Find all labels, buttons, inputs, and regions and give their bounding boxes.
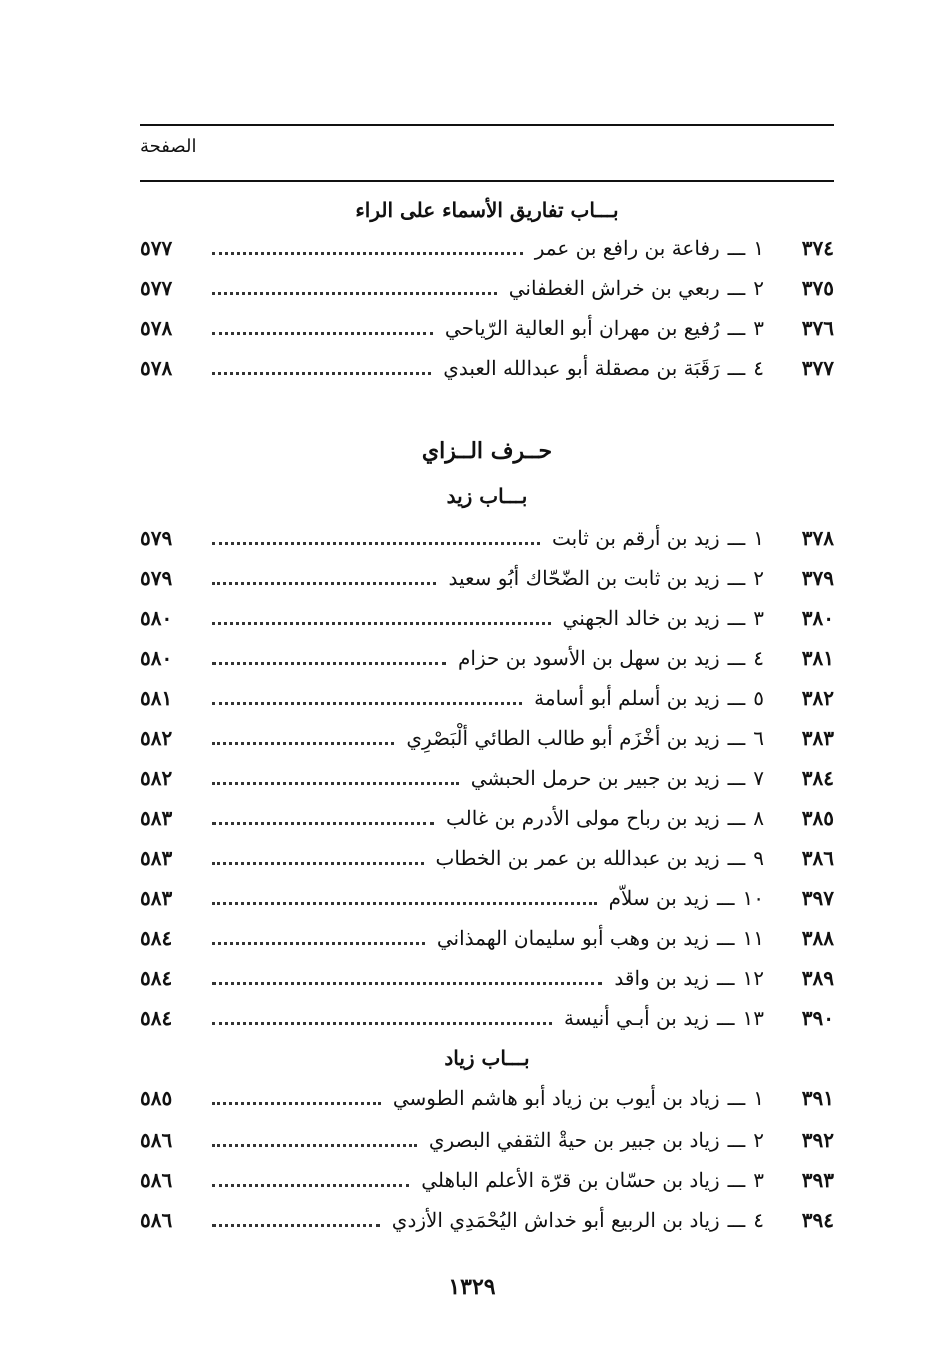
entry-page: ٥٨٦: [140, 1168, 173, 1192]
entry-page: ٥٨٤: [140, 926, 173, 950]
entry-name: زيد بن عبدالله بن عمر بن الخطاب: [435, 846, 720, 870]
entry-name: زيد بن أسلم أبو أسامة: [534, 686, 720, 710]
entry-dash: ـــ: [716, 886, 735, 910]
entry-dash: ـــ: [727, 526, 746, 550]
entry-page: ٥٧٨: [140, 316, 173, 340]
section-heading: بـــاب تفاريق الأسماء على الراء: [355, 198, 619, 222]
entry-body: [140, 806, 764, 830]
entry-body: [140, 1168, 764, 1192]
entry-dash: ـــ: [727, 1208, 746, 1232]
entry-number: ٣٨٦: [801, 846, 834, 870]
entry-dash: ـــ: [727, 1168, 746, 1192]
toc-entry: [140, 806, 834, 838]
toc-entry: [140, 926, 834, 958]
entry-name: رفاعة بن رافع بن عمر: [534, 236, 720, 260]
entry-dash: ـــ: [727, 566, 746, 590]
dot-leader: [212, 1170, 409, 1187]
entry-name: ربعي بن خراش الغطفاني: [508, 276, 720, 300]
entry-name: زيد بن أبـي أنيسة: [563, 1006, 709, 1030]
entry-number: ٣٧٨: [801, 526, 834, 550]
entry-dash: ـــ: [727, 356, 746, 380]
section-heading: بـــاب زياد: [444, 1046, 530, 1070]
entry-page: ٥٨٦: [140, 1208, 173, 1232]
entry-body: [140, 886, 764, 910]
entry-page: ٥٨٠: [140, 606, 173, 630]
entry-name: زياد بن حسّان بن قرّة الأعلم الباهلي: [421, 1168, 720, 1192]
toc-entry: [140, 606, 834, 638]
entry-subnumber: ٢: [753, 566, 764, 590]
dot-leader: [212, 728, 394, 745]
entry-number: ٣٨٤: [801, 766, 834, 790]
entry-name: زيد بن سلاّم: [608, 886, 709, 910]
entry-number: ٣٧٤: [801, 236, 834, 260]
entry-dash: ـــ: [716, 1006, 735, 1030]
page-number: ١٣٢٩: [448, 1274, 496, 1300]
entry-subnumber: ١: [753, 1086, 764, 1110]
entry-body: [140, 276, 764, 300]
entry-number: ٣٩١: [801, 1086, 834, 1110]
entry-name: زياد بن جبير بن حيةْ الثقفي البصري: [428, 1128, 720, 1152]
toc-entry: [140, 526, 834, 558]
entry-page: ٥٨٣: [140, 886, 173, 910]
dot-leader: [212, 278, 497, 295]
dot-leader: [212, 648, 446, 665]
entry-number: ٣٧٦: [801, 316, 834, 340]
toc-entry: [140, 566, 834, 598]
toc-entry: [140, 686, 834, 718]
toc-entry: [140, 1168, 834, 1200]
entry-subnumber: ٣: [753, 606, 764, 630]
toc-entry: [140, 316, 834, 348]
entry-body: [140, 566, 764, 590]
dot-leader: [212, 318, 433, 335]
header-rule: [140, 180, 834, 182]
toc-entry: [140, 1006, 834, 1038]
entry-body: [140, 766, 764, 790]
entry-subnumber: ١٢: [742, 966, 764, 990]
entry-dash: ـــ: [727, 686, 746, 710]
toc-entry: [140, 236, 834, 268]
entry-name: زيد بن ثابت بن الضّحّاك أبُو سعيد: [448, 566, 720, 590]
entry-page: ٥٨١: [140, 686, 173, 710]
page-column-label: الصفحة: [140, 136, 197, 157]
entry-number: ٣٧٧: [801, 356, 834, 380]
dot-leader: [212, 568, 436, 585]
dot-leader: [212, 968, 602, 985]
entry-page: ٥٨٤: [140, 966, 173, 990]
entry-dash: ـــ: [727, 316, 746, 340]
entry-number: ٣٩٤: [801, 1208, 834, 1232]
entry-dash: ـــ: [727, 726, 746, 750]
entry-subnumber: ١: [753, 526, 764, 550]
dot-leader: [212, 848, 424, 865]
entry-subnumber: ٢: [753, 276, 764, 300]
entry-name: زيد بن أخْزَم أبو طالب الطائي ألْبَصْرِي: [406, 726, 720, 750]
section-heading: بـــاب زيد: [446, 484, 528, 508]
entry-number: ٣٨٩: [801, 966, 834, 990]
entry-subnumber: ٧: [753, 766, 764, 790]
entry-page: ٥٧٩: [140, 526, 173, 550]
entry-name: زيد بن أرقم بن ثابت: [551, 526, 720, 550]
entry-page: ٥٧٨: [140, 356, 173, 380]
entry-subnumber: ١: [753, 236, 764, 260]
entry-dash: ـــ: [727, 1086, 746, 1110]
toc-entry: [140, 1086, 834, 1118]
entry-page: ٥٨٤: [140, 1006, 173, 1030]
entry-name: رَقَبَة بن مصقلة أبو عبدالله العبدي: [443, 356, 720, 380]
entry-page: ٥٨٣: [140, 846, 173, 870]
entry-body: [140, 356, 764, 380]
entry-body: [140, 1086, 764, 1110]
entry-name: زيد بن خالد الجهني: [562, 606, 720, 630]
entry-page: ٥٨٢: [140, 766, 173, 790]
toc-entry: [140, 886, 834, 918]
entry-name: زياد بن الربيع أبو خداش اليُحْمَدِي الأزدي: [391, 1208, 720, 1232]
entry-body: [140, 966, 764, 990]
entry-number: ٣٨٠: [801, 606, 834, 630]
dot-leader: [212, 768, 459, 785]
entry-number: ٣٨٢: [801, 686, 834, 710]
entry-subnumber: ٥: [753, 686, 764, 710]
entry-page: ٥٨٢: [140, 726, 173, 750]
entry-dash: ـــ: [727, 236, 746, 260]
dot-leader: [212, 608, 551, 625]
entry-subnumber: ٣: [753, 316, 764, 340]
entry-page: ٥٨٥: [140, 1086, 173, 1110]
entry-body: [140, 526, 764, 550]
entry-body: [140, 846, 764, 870]
dot-leader: [212, 888, 597, 905]
entry-name: زيد بن سهل بن الأسود بن حزام: [458, 646, 720, 670]
entry-subnumber: ٤: [753, 1208, 764, 1232]
entry-subnumber: ٤: [753, 356, 764, 380]
dot-leader: [212, 1210, 380, 1227]
entry-subnumber: ١٣: [742, 1006, 764, 1030]
entry-dash: ـــ: [727, 766, 746, 790]
entry-number: ٣٨٣: [801, 726, 834, 750]
dot-leader: [212, 928, 425, 945]
entry-subnumber: ٣: [753, 1168, 764, 1192]
entry-subnumber: ٩: [753, 846, 764, 870]
entry-body: [140, 686, 764, 710]
entry-body: [140, 606, 764, 630]
toc-entry: [140, 356, 834, 388]
entry-name: زيد بن وهب أبو سليمان الهمذاني: [436, 926, 709, 950]
entry-body: [140, 1208, 764, 1232]
entry-number: ٣٧٩: [801, 566, 834, 590]
entry-name: زياد بن أيوب بن زياد أبو هاشم الطوسي: [392, 1086, 720, 1110]
entry-dash: ـــ: [727, 846, 746, 870]
entry-body: [140, 646, 764, 670]
entry-dash: ـــ: [716, 966, 735, 990]
toc-entry: [140, 1208, 834, 1240]
entry-number: ٣٨١: [801, 646, 834, 670]
dot-leader: [212, 358, 431, 375]
entry-dash: ـــ: [727, 606, 746, 630]
dot-leader: [212, 238, 523, 255]
entry-page: ٥٨٣: [140, 806, 173, 830]
entry-subnumber: ٦: [753, 726, 764, 750]
entry-name: زيد بن رباح مولى الأدرم بن غالب: [445, 806, 720, 830]
entry-body: [140, 316, 764, 340]
entry-page: ٥٧٧: [140, 276, 173, 300]
toc-entry: [140, 726, 834, 758]
entry-number: ٣٧٥: [801, 276, 834, 300]
entry-name: زيد بن جبير بن حرمل الحبشي: [470, 766, 720, 790]
toc-entry: [140, 276, 834, 308]
entry-dash: ـــ: [716, 926, 735, 950]
top-rule: [140, 124, 834, 126]
entry-body: [140, 926, 764, 950]
dot-leader: [212, 528, 540, 545]
toc-entry: [140, 1128, 834, 1160]
entry-body: [140, 1128, 764, 1152]
entry-subnumber: ١١: [742, 926, 764, 950]
dot-leader: [212, 808, 434, 825]
entry-body: [140, 1006, 764, 1030]
entry-subnumber: ٢: [753, 1128, 764, 1152]
toc-entry: [140, 646, 834, 678]
entry-subnumber: ١٠: [742, 886, 764, 910]
letter-heading: حــرف الــزاي: [421, 438, 553, 464]
toc-entry: [140, 966, 834, 998]
entry-subnumber: ٨: [753, 806, 764, 830]
entry-dash: ـــ: [727, 806, 746, 830]
entry-page: ٥٨٠: [140, 646, 173, 670]
entry-page: ٥٧٩: [140, 566, 173, 590]
entry-dash: ـــ: [727, 646, 746, 670]
entry-number: ٣٩٠: [801, 1006, 834, 1030]
entry-dash: ـــ: [727, 1128, 746, 1152]
entry-page: ٥٧٧: [140, 236, 173, 260]
entry-number: ٣٨٨: [801, 926, 834, 950]
toc-entry: [140, 766, 834, 798]
entry-name: زيد بن واقد: [614, 966, 709, 990]
entry-number: ٣٨٥: [801, 806, 834, 830]
dot-leader: [212, 688, 522, 705]
dot-leader: [212, 1008, 552, 1025]
entry-dash: ـــ: [727, 276, 746, 300]
entry-subnumber: ٤: [753, 646, 764, 670]
entry-body: [140, 236, 764, 260]
entry-name: رُفيع بن مهران أبو العالية الرّياحي: [444, 316, 720, 340]
entry-body: [140, 726, 764, 750]
entry-page: ٥٨٦: [140, 1128, 173, 1152]
entry-number: ٣٩٧: [801, 886, 834, 910]
entry-number: ٣٩٢: [801, 1128, 834, 1152]
dot-leader: [212, 1130, 417, 1147]
dot-leader: [212, 1088, 381, 1105]
entry-number: ٣٩٣: [801, 1168, 834, 1192]
toc-entry: [140, 846, 834, 878]
